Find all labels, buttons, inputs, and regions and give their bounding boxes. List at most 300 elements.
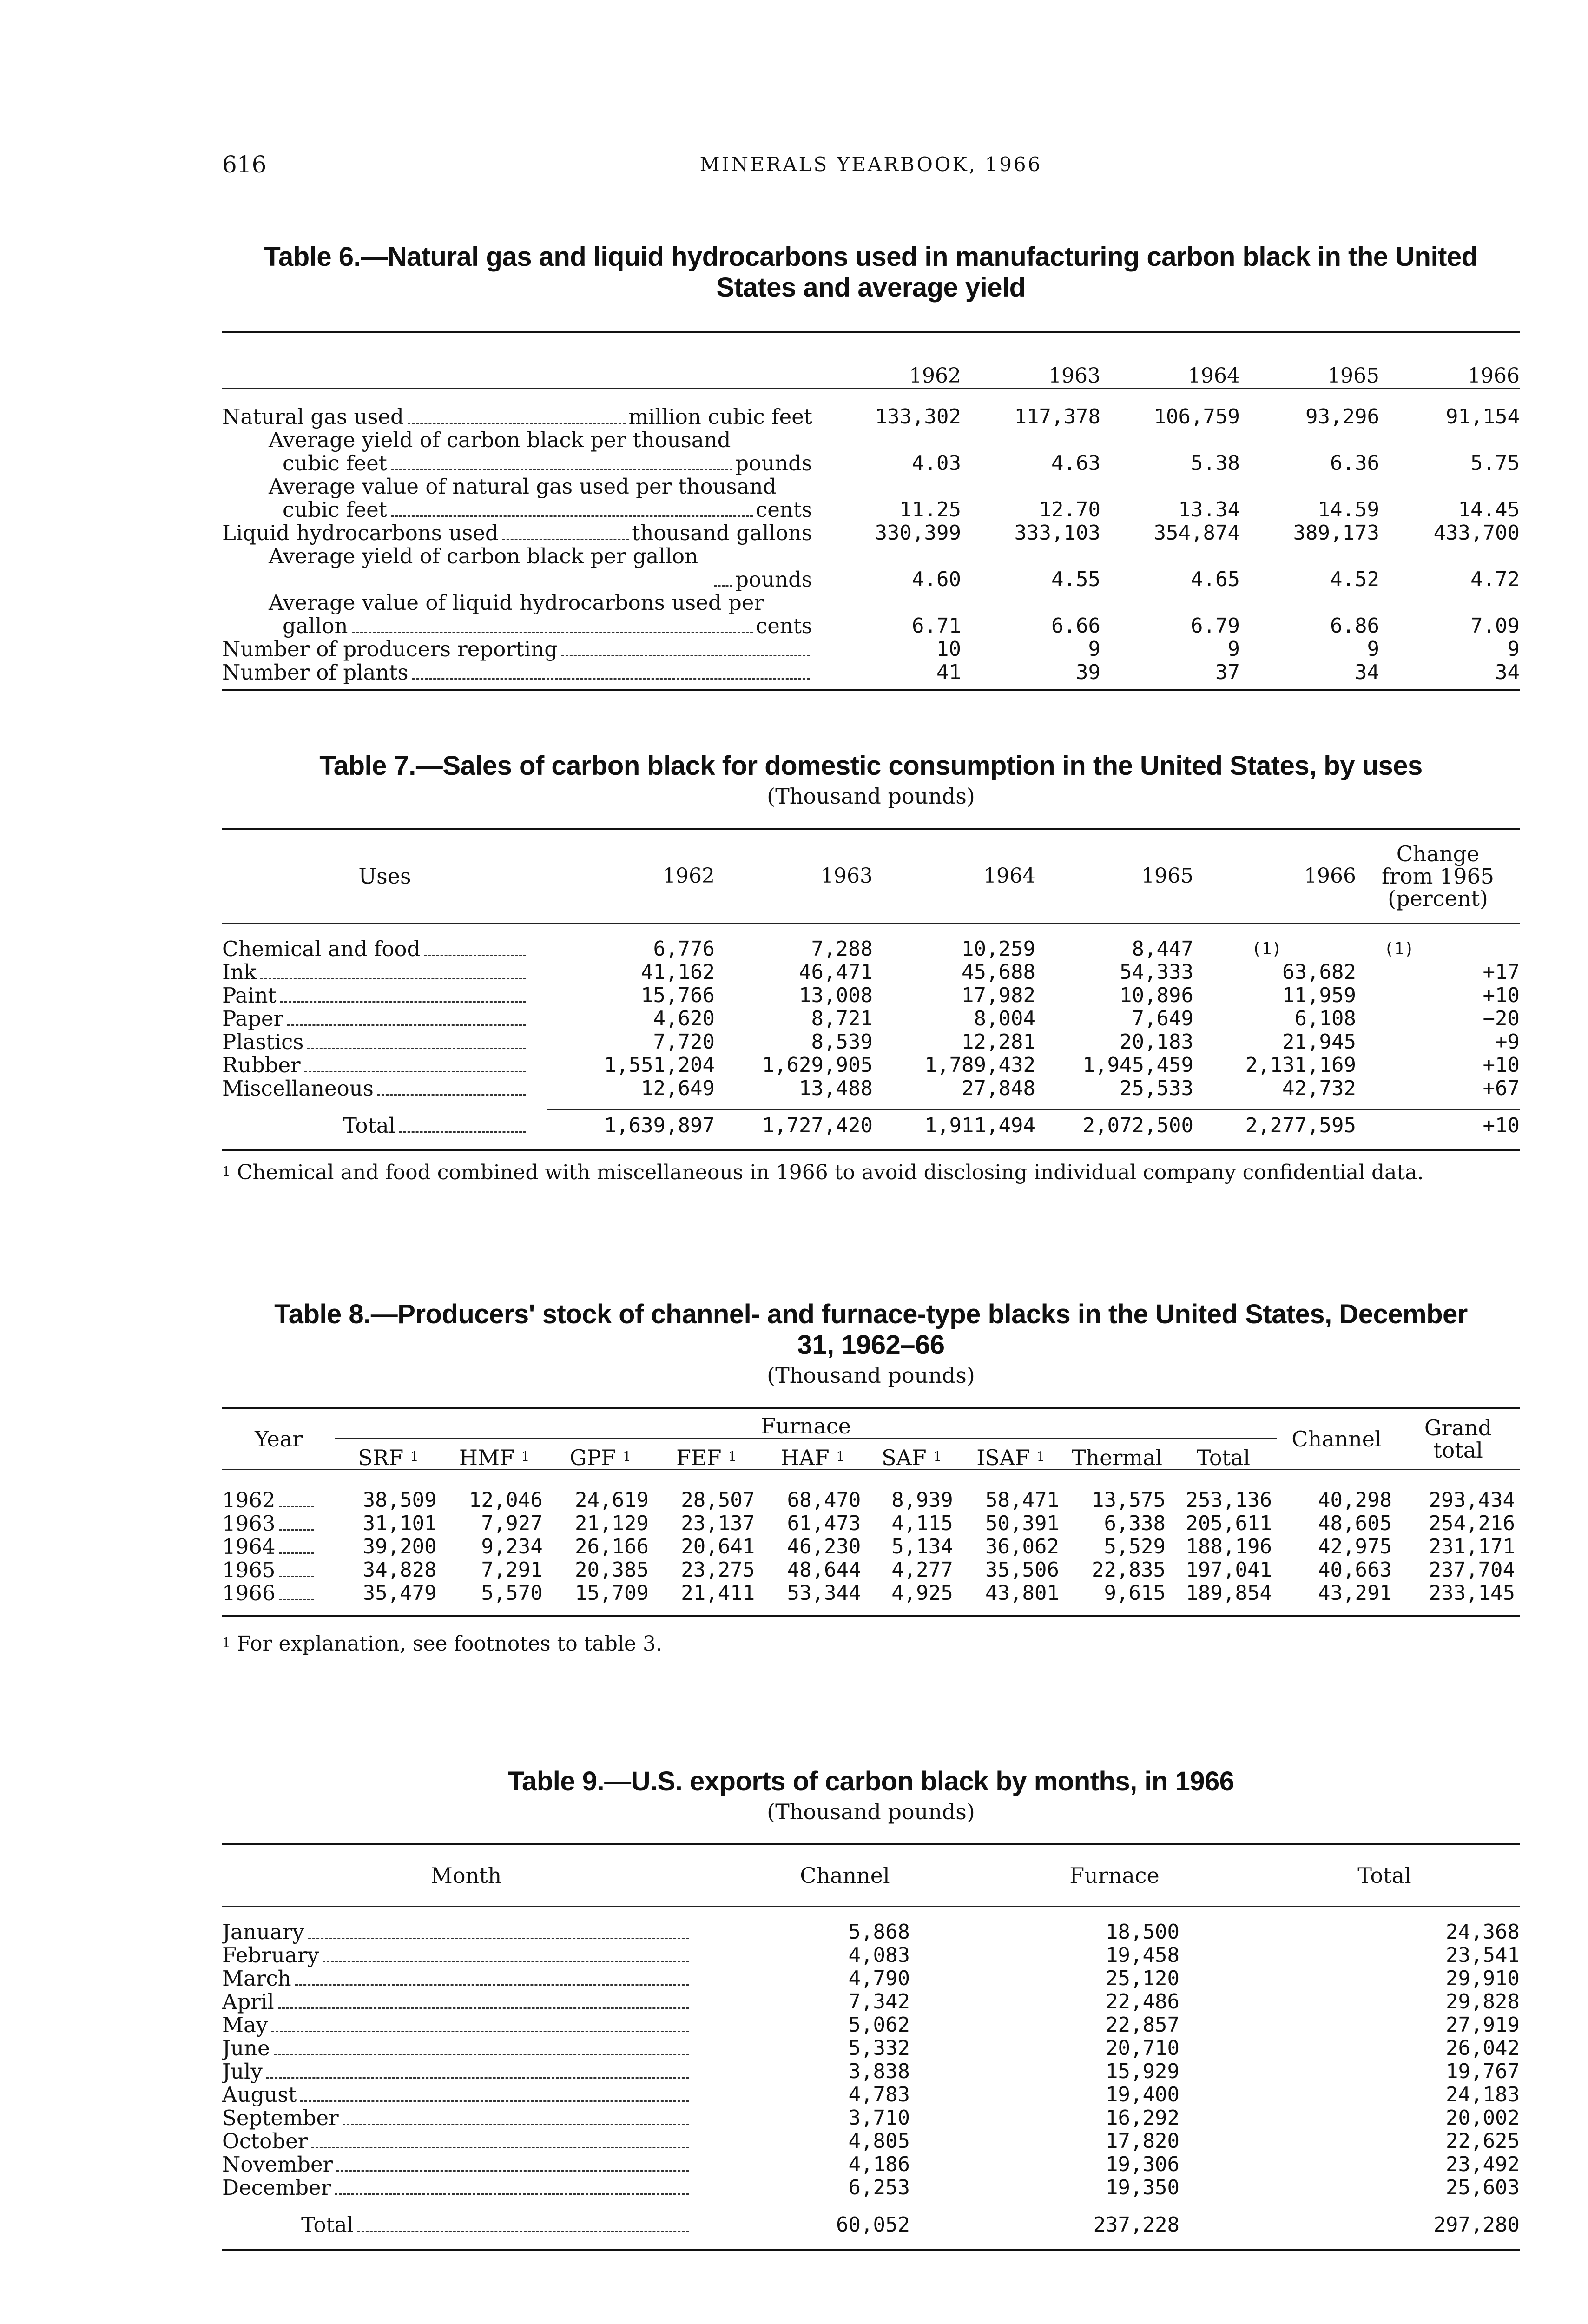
furnace-col-label: HAF: [780, 1445, 830, 1470]
table-row: [222, 1921, 1520, 1944]
leader-line: [222, 614, 831, 638]
row-stub: [222, 2014, 710, 2037]
table-cell: 19,400: [1106, 2083, 1179, 2106]
spacer: [222, 1100, 1520, 1110]
table-cell: 5,062: [848, 2013, 910, 2037]
table-cell: 46,230: [787, 1535, 861, 1558]
empty-cell: [1379, 545, 1520, 568]
table-cell: (1): [1251, 939, 1282, 958]
table-8-title: Table 8.—Producers' stock of channel- and furnace-type blacks in the United States, December 31, 1962–66: [274, 1299, 1468, 1360]
row-stub: [222, 1007, 547, 1030]
table-row: [222, 1558, 1520, 1582]
table-cell: 7,288: [811, 937, 873, 961]
row-label: August: [222, 2083, 297, 2106]
row-label: Average value of natural gas used per thousand: [269, 475, 777, 498]
table-cell: 61,473: [787, 1512, 861, 1535]
dot-leader: [714, 585, 732, 587]
row-label: Average yield of carbon black per gallon: [269, 545, 698, 568]
table-cell: 13,008: [799, 984, 873, 1007]
leader-line: [222, 1054, 547, 1077]
table-cell: 7,720: [653, 1030, 715, 1054]
table-cell: 26,042: [1446, 2036, 1520, 2060]
row-label: February: [222, 1944, 319, 1967]
total-row: [222, 1110, 1520, 1137]
table-cell: 330,399: [875, 521, 961, 545]
table-row: [222, 568, 1520, 591]
table-6-col-year: 1962: [909, 364, 961, 388]
table-cell: 237,704: [1429, 1558, 1515, 1582]
table-cell: 4.03: [912, 451, 961, 475]
total-stub: [222, 2213, 710, 2237]
total-cell: 2,072,500: [1035, 1110, 1193, 1137]
table-cell: 17,820: [1106, 2129, 1179, 2153]
furnace-col-label: SRF: [358, 1445, 404, 1470]
row-stub: [222, 2060, 710, 2083]
table-cell: +10: [1483, 984, 1520, 1007]
table-cell: 43,291: [1318, 1581, 1392, 1605]
table-cell: 188,196: [1186, 1535, 1272, 1558]
leader-line: [222, 1558, 335, 1582]
table-8: [222, 1299, 1520, 1656]
row-label: January: [222, 1921, 304, 1944]
table-6-body: [222, 405, 1520, 690]
empty-cell: [831, 475, 961, 498]
row-stub: [222, 2130, 710, 2153]
row-stub: [222, 1077, 547, 1100]
table-cell: 54,333: [1120, 960, 1193, 984]
total-cell: +10: [1356, 1110, 1520, 1137]
dot-leader: [311, 2147, 689, 2148]
row-stub: [222, 1030, 547, 1054]
row-unit: pounds: [735, 452, 812, 475]
table-cell: 19,767: [1446, 2060, 1520, 2083]
table-cell: 48,644: [787, 1558, 861, 1582]
table-7-col-year: 1965: [1141, 864, 1193, 888]
running-head: [222, 151, 1520, 184]
table-cell: 58,471: [985, 1488, 1059, 1512]
table-cell: 4,277: [891, 1558, 953, 1582]
table-cell: 1,551,204: [604, 1053, 715, 1077]
table-row: [222, 2060, 1520, 2083]
table-7-col-change-line: from 1965: [1381, 864, 1495, 889]
table-cell: 16,292: [1106, 2106, 1179, 2130]
table-cell: 6,253: [848, 2176, 910, 2199]
dot-leader: [424, 955, 526, 956]
dot-leader: [343, 2124, 689, 2125]
table-cell: 2,131,169: [1245, 1053, 1356, 1077]
table-cell: 19,306: [1106, 2152, 1179, 2176]
table-8-furnace-col: [547, 1438, 653, 1470]
row-unit: million cubic feet: [628, 405, 812, 429]
leader-line: [222, 2106, 710, 2130]
table-7-col-year: 1962: [663, 864, 715, 888]
dot-leader: [279, 1506, 314, 1507]
table-cell: 38,509: [362, 1488, 437, 1512]
table-cell: 333,103: [1014, 521, 1100, 545]
footnote-mark: 1: [521, 1449, 530, 1464]
table-row: [222, 545, 1520, 568]
table-cell: −20: [1483, 1007, 1520, 1030]
table-cell: 6,338: [1104, 1512, 1166, 1535]
table-cell: 4.72: [1470, 568, 1520, 591]
table-cell: 254,216: [1429, 1512, 1515, 1535]
leader-line: [222, 498, 831, 522]
table-7-grid: [222, 828, 1520, 1153]
table-cell: 5,570: [481, 1581, 543, 1605]
row-label: Chemical and food: [222, 938, 421, 961]
leader-line: [222, 1944, 710, 1967]
table-cell: 5,134: [891, 1535, 953, 1558]
table-8-col-year: Year: [255, 1426, 303, 1452]
table-8-body: [222, 1489, 1520, 1616]
table-cell: 6,108: [1294, 1007, 1356, 1030]
total-cell: 237,228: [1093, 2213, 1179, 2237]
dot-leader: [279, 1599, 314, 1600]
table-cell: 8,004: [974, 1007, 1035, 1030]
furnace-col-label: Thermal: [1071, 1445, 1163, 1470]
row-label: Paint: [222, 984, 277, 1007]
table-cell: 23,137: [681, 1512, 755, 1535]
table-cell: 7,342: [848, 1990, 910, 2014]
row-stub: [222, 614, 831, 638]
table-cell: 25,603: [1446, 2176, 1520, 2199]
leader-line: [222, 2213, 710, 2237]
dot-leader: [279, 1552, 314, 1554]
table-7-subtitle: (Thousand pounds): [767, 784, 975, 809]
table-cell: 4.55: [1051, 568, 1100, 591]
table-row: [222, 1489, 1520, 1512]
empty-cell: [1100, 475, 1240, 498]
table-row: [222, 452, 1520, 475]
running-title: MINERALS YEARBOOK, 1966: [699, 153, 1042, 176]
table-cell: 20,183: [1120, 1030, 1193, 1054]
row-stub: [222, 938, 547, 961]
table-cell: 7,649: [1132, 1007, 1193, 1030]
table-cell: 25,120: [1106, 1967, 1179, 1990]
table-6-col-year: 1963: [1048, 364, 1100, 388]
row-label: Total: [301, 2213, 354, 2237]
table-8-footnote: [222, 1632, 1520, 1656]
table-row: [222, 984, 1520, 1007]
row-label: Paper: [222, 1007, 284, 1030]
table-cell: 42,732: [1282, 1076, 1356, 1100]
table-cell: +9: [1495, 1030, 1520, 1054]
table-cell: 23,541: [1446, 1943, 1520, 1967]
table-cell: 11,959: [1282, 984, 1356, 1007]
table-cell: 46,471: [799, 960, 873, 984]
table-cell: 26,166: [575, 1535, 649, 1558]
table-8-furnace-col: [1170, 1438, 1277, 1470]
leader-line: [222, 961, 547, 984]
table-9-col-channel: Channel: [800, 1863, 890, 1888]
table-row: [222, 2130, 1520, 2153]
table-8-subtitle: (Thousand pounds): [767, 1363, 975, 1388]
table-cell: 8,939: [891, 1488, 953, 1512]
table-cell: 29,828: [1446, 1990, 1520, 2014]
leader-line: [222, 1990, 710, 2014]
table-cell: 4,115: [891, 1512, 953, 1535]
table-7-footnote: [222, 1161, 1520, 1185]
row-label: June: [222, 2037, 270, 2060]
table-cell: 12.70: [1039, 498, 1100, 522]
table-cell: 41: [936, 660, 961, 684]
table-9-col-furnace: Furnace: [1069, 1863, 1160, 1888]
table-cell: 10,896: [1120, 984, 1193, 1007]
table-cell: 8,539: [811, 1030, 873, 1054]
row-label: December: [222, 2176, 331, 2199]
table-cell: 6.86: [1330, 614, 1379, 638]
table-cell: 21,411: [681, 1581, 755, 1605]
table-cell: 11.25: [899, 498, 961, 522]
row-label: Plastics: [222, 1030, 304, 1054]
row-label: September: [222, 2106, 339, 2130]
leader-line: [222, 1077, 547, 1100]
leader-line: [222, 405, 831, 429]
table-cell: 233,145: [1429, 1581, 1515, 1605]
table-8-header-gap: [222, 1470, 1520, 1489]
table-cell: +10: [1483, 1053, 1520, 1077]
row-label: Miscellaneous: [222, 1077, 374, 1100]
table-row: [222, 475, 1520, 498]
table-cell: 40,663: [1318, 1558, 1392, 1582]
table-cell: 8,447: [1132, 937, 1193, 961]
table-8-bottom-rule: [222, 1616, 1520, 1619]
row-label: July: [222, 2060, 263, 2083]
total-stub: [222, 1110, 547, 1137]
table-cell: 9,234: [481, 1535, 543, 1558]
table-cell: 25,533: [1120, 1076, 1193, 1100]
table-cell: +17: [1483, 960, 1520, 984]
table-cell: 6.36: [1330, 451, 1379, 475]
dot-leader: [408, 423, 626, 424]
empty-cell: [961, 591, 1100, 614]
table-cell: 22,625: [1446, 2129, 1520, 2153]
row-label: Ink: [222, 961, 257, 984]
row-label: 1966: [222, 1582, 276, 1605]
table-row: [222, 2176, 1520, 2199]
table-cell: 15,709: [575, 1581, 649, 1605]
table-cell: 4,925: [891, 1581, 953, 1605]
table-7-col-year: 1966: [1304, 864, 1356, 888]
furnace-col-label: GPF: [569, 1445, 616, 1470]
dot-leader: [279, 1576, 314, 1577]
leader-line: [222, 1582, 335, 1605]
table-7-header-gap: [222, 923, 1520, 938]
table-7-col-change-line: (percent): [1388, 886, 1488, 911]
row-stub: [222, 961, 547, 984]
table-row: [222, 661, 1520, 684]
table-cell: 93,296: [1305, 405, 1379, 429]
row-label: Liquid hydrocarbons used: [222, 522, 499, 545]
table-cell: 40,298: [1318, 1488, 1392, 1512]
row-label: Average value of liquid hydrocarbons used per: [269, 591, 764, 614]
table-cell: 4,790: [848, 1967, 910, 1990]
table-cell: 5,332: [848, 2036, 910, 2060]
table-cell: 4.63: [1051, 451, 1100, 475]
table-cell: 19,350: [1106, 2176, 1179, 2199]
row-stub: [222, 2106, 710, 2130]
row-stub: [222, 568, 831, 591]
table-cell: 231,171: [1429, 1535, 1515, 1558]
table-cell: 7.09: [1470, 614, 1520, 638]
empty-cell: [1100, 545, 1240, 568]
row-stub: [222, 2153, 710, 2176]
empty-cell: [961, 545, 1100, 568]
total-row: [222, 2213, 1520, 2237]
leader-line: [222, 522, 831, 545]
furnace-col-label: HMF: [459, 1445, 515, 1470]
leader-line: [222, 2037, 710, 2060]
table-cell: 9: [1088, 637, 1100, 661]
table-cell: 48,605: [1318, 1512, 1392, 1535]
table-cell: 433,700: [1433, 521, 1520, 545]
leader-line: [222, 638, 831, 661]
row-unit: cents: [756, 498, 812, 522]
table-7-col-change-line: Change: [1396, 841, 1480, 866]
footnote-mark: 1: [933, 1449, 942, 1464]
table-cell: 10,259: [962, 937, 1035, 961]
table-7-title: Table 7.—Sales of carbon black for domestic consumption in the United States, by uses: [319, 751, 1423, 781]
table-cell: 21,129: [575, 1512, 649, 1535]
total-cell: 60,052: [836, 2213, 910, 2237]
empty-cell: [1100, 591, 1240, 614]
dot-leader: [336, 2170, 689, 2172]
leader-line: [222, 568, 831, 591]
table-cell: 4,186: [848, 2152, 910, 2176]
table-cell: 20,641: [681, 1535, 755, 1558]
row-label: March: [222, 1967, 291, 1990]
table-row: [222, 1990, 1520, 2014]
row-label: gallon: [283, 614, 348, 638]
table-6-col-year: 1964: [1188, 364, 1240, 388]
row-stub: [222, 429, 831, 452]
table-cell: 14.45: [1458, 498, 1520, 522]
leader-line: [222, 2153, 710, 2176]
table-cell: 12,281: [962, 1030, 1035, 1054]
table-8-footnote-text: For explanation, see footnotes to table 3.: [237, 1632, 662, 1656]
row-label: 1963: [222, 1512, 276, 1535]
row-stub: [222, 452, 831, 475]
table-6-header-gap: [222, 388, 1520, 405]
row-stub: [222, 475, 831, 498]
table-8-col-channel: Channel: [1291, 1426, 1382, 1452]
table-cell: 205,611: [1186, 1512, 1272, 1535]
table-cell: 4,805: [848, 2129, 910, 2153]
table-cell: 12,046: [468, 1488, 543, 1512]
table-cell: 4,783: [848, 2083, 910, 2106]
row-stub: [222, 638, 831, 661]
table-cell: 22,857: [1106, 2013, 1179, 2037]
table-9-subtitle: (Thousand pounds): [767, 1799, 975, 1824]
total-cell: 1,911,494: [873, 1110, 1035, 1137]
table-row: [222, 498, 1520, 522]
table-7-col-uses: Uses: [358, 864, 411, 889]
table-cell: 9: [1367, 637, 1379, 661]
row-label: Total: [343, 1113, 395, 1137]
row-label: 1965: [222, 1558, 276, 1582]
table-6-bottom-rule: [222, 690, 1520, 693]
furnace-col-label: FEF: [676, 1445, 722, 1470]
empty-cell: [1240, 591, 1379, 614]
table-6-title: Table 6.—Natural gas and liquid hydrocarbons used in manufacturing carbon black in the United States and average yield: [264, 242, 1478, 303]
leader-line: [222, 1114, 547, 1137]
row-label: Number of producers reporting: [222, 638, 558, 661]
empty-cell: [831, 545, 961, 568]
table-row: [222, 614, 1520, 638]
dot-leader: [502, 539, 629, 540]
table-row: [222, 2153, 1520, 2176]
table-9-grid: [222, 1843, 1520, 2252]
dot-leader: [561, 655, 810, 656]
table-row: [222, 1944, 1520, 1967]
furnace-col-label: Total: [1196, 1445, 1251, 1470]
table-cell: 19,458: [1106, 1943, 1179, 1967]
dot-leader: [287, 1024, 526, 1026]
spacer: [222, 1605, 1520, 1616]
table-cell: 50,391: [985, 1512, 1059, 1535]
table-9-col-month: Month: [430, 1863, 502, 1888]
row-stub: [222, 1944, 710, 1967]
table-cell: 23,275: [681, 1558, 755, 1582]
table-cell: 9: [1507, 637, 1520, 661]
table-6-grid: [222, 331, 1520, 693]
table-7-footnote-text: Chemical and food combined with miscellaneous in 1966 to avoid disclosing individual company confidential data.: [237, 1161, 1424, 1184]
dot-leader: [307, 1048, 526, 1049]
table-row: [222, 1030, 1520, 1054]
row-label: 1962: [222, 1489, 276, 1512]
table-cell: 197,041: [1186, 1558, 1272, 1582]
table-cell: 9: [1227, 637, 1240, 661]
table-9: [222, 1766, 1520, 2252]
table-cell: 27,919: [1446, 2013, 1520, 2037]
table-cell: 23,492: [1446, 2152, 1520, 2176]
table-cell: 8,721: [811, 1007, 873, 1030]
table-7-col-year: 1963: [821, 864, 873, 888]
table-cell: 5.38: [1191, 451, 1240, 475]
table-8-col-grand-total-line: total: [1433, 1438, 1483, 1463]
table-cell: 17,982: [962, 984, 1035, 1007]
table-cell: 68,470: [787, 1488, 861, 1512]
table-cell: 13,488: [799, 1076, 873, 1100]
leader-line: [222, 1512, 335, 1535]
table-7: [222, 751, 1520, 1185]
table-row: [222, 1054, 1520, 1077]
footnote-mark: 1: [836, 1449, 845, 1464]
row-stub: [222, 1921, 710, 1944]
row-stub: [222, 2083, 710, 2106]
table-cell: 37: [1215, 660, 1240, 684]
leader-line: [222, 2014, 710, 2037]
table-row: [222, 1007, 1520, 1030]
table-8-col-grand-total: [1397, 1408, 1520, 1470]
row-unit: thousand gallons: [632, 522, 812, 545]
leader-line: [222, 2060, 710, 2083]
dot-leader: [279, 1529, 314, 1531]
table-cell: 39: [1076, 660, 1100, 684]
table-9-title: Table 9.—U.S. exports of carbon black by months, in 1966: [507, 1766, 1234, 1796]
table-cell: 20,002: [1446, 2106, 1520, 2130]
row-label: Natural gas used: [222, 405, 404, 429]
row-stub: [222, 2176, 710, 2199]
row-unit: cents: [756, 614, 812, 638]
footnote-mark: 1: [410, 1449, 419, 1464]
table-cell: 9,615: [1104, 1581, 1166, 1605]
dot-leader: [308, 1938, 689, 1939]
table-cell: 28,507: [681, 1488, 755, 1512]
table-row: [222, 2083, 1520, 2106]
table-6: [222, 242, 1520, 693]
leader-line: [222, 984, 547, 1007]
